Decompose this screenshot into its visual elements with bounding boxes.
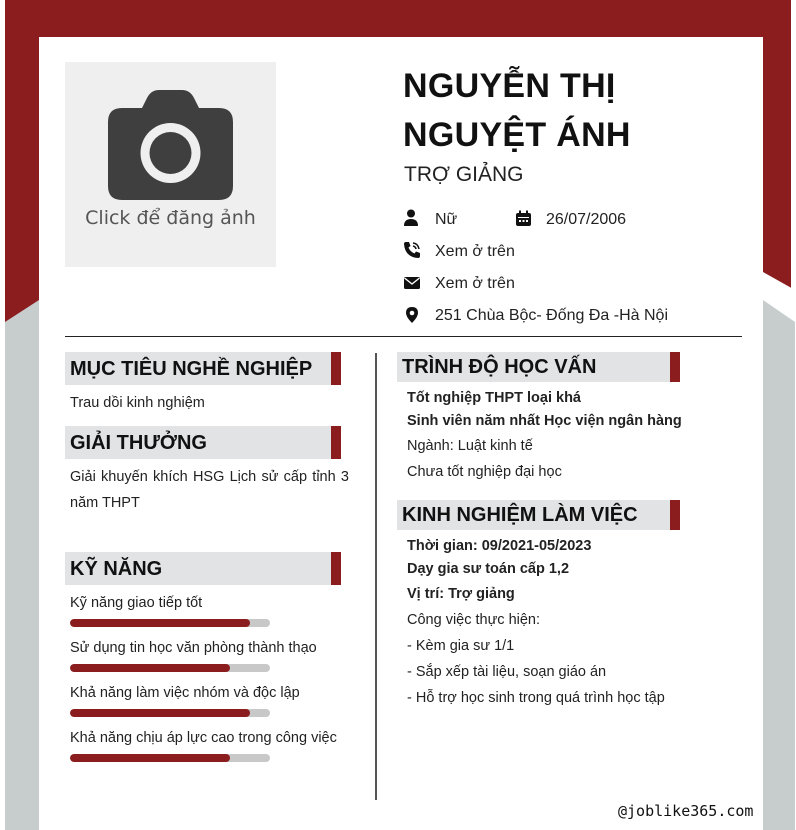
- gender-value: Nữ: [435, 211, 458, 228]
- job-title: TRỢ GIẢNG: [404, 163, 524, 186]
- education-line: Chưa tốt nghiệp đại học: [407, 464, 562, 480]
- address-value: 251 Chùa Bộc- Đống Đa -Hà Nội: [435, 307, 669, 324]
- candidate-name: [403, 62, 743, 160]
- email-value: Xem ở trên: [435, 275, 515, 292]
- envelope-icon: [403, 274, 421, 292]
- person-icon: [403, 209, 421, 227]
- skill-bar-fill: [70, 619, 250, 627]
- education-line: Tốt nghiệp THPT loại khá: [407, 390, 581, 406]
- skill-bar-track: [70, 619, 270, 627]
- education-heading: [397, 352, 680, 382]
- objective-text: Trau dồi kinh nghiệm: [70, 395, 205, 411]
- header-divider: [65, 336, 742, 337]
- experience-line: Vị trí: Trợ giảng: [407, 586, 515, 602]
- camera-icon: [107, 90, 234, 200]
- skill-bar-fill: [70, 709, 250, 717]
- skill-label: Khả năng chịu áp lực cao trong công việc: [70, 730, 337, 746]
- skill-bar-track: [70, 754, 270, 762]
- name-line-2: NGUYỆT ÁNH: [403, 116, 631, 154]
- awards-heading-text: GIẢI THƯỞNG: [70, 432, 207, 454]
- column-divider: [375, 353, 377, 800]
- experience-line: Công việc thực hiện:: [407, 612, 541, 628]
- education-line: Ngành: Luật kinh tế: [407, 438, 533, 454]
- calendar-icon: [515, 210, 533, 228]
- objective-heading-text: MỤC TIÊU NGHỀ NGHIỆP: [70, 358, 313, 380]
- heading-accent-bar: [670, 352, 680, 382]
- education-line: Sinh viên năm nhất Học viện ngân hàng: [407, 413, 682, 429]
- experience-line: Dạy gia sư toán cấp 1,2: [407, 561, 570, 577]
- experience-line: Thời gian: 09/2021-05/2023: [407, 538, 592, 554]
- birthdate-value: 26/07/2006: [546, 211, 627, 228]
- name-line-1: NGUYỄN THỊ: [403, 67, 616, 105]
- photo-upload-label: Click để đăng ảnh: [85, 207, 256, 229]
- phone-value: Xem ở trên: [435, 243, 515, 260]
- experience-line: - Hỗ trợ học sinh trong quá trình học tập: [407, 690, 665, 706]
- skill-label: Kỹ năng giao tiếp tốt: [70, 595, 203, 611]
- heading-accent-bar: [331, 426, 341, 459]
- location-pin-icon: [403, 306, 421, 324]
- objective-heading: [65, 352, 341, 385]
- heading-accent-bar: [331, 352, 341, 385]
- education-heading-text: TRÌNH ĐỘ HỌC VẤN: [402, 356, 597, 378]
- skill-bar-track: [70, 709, 270, 717]
- experience-line: - Sắp xếp tài liệu, soạn giáo án: [407, 664, 607, 680]
- awards-text: Giải khuyến khích HSG Lịch sử cấp tỉnh 3 năm THPT: [70, 469, 349, 511]
- experience-heading: [397, 500, 680, 530]
- awards-heading: [65, 426, 341, 459]
- photo-upload-area[interactable]: [65, 62, 276, 267]
- phone-icon: [403, 241, 421, 259]
- skill-label: Sử dụng tin học văn phòng thành thạo: [70, 640, 317, 656]
- experience-heading-text: KINH NGHIỆM LÀM VIỆC: [402, 504, 638, 526]
- skill-label: Khả năng làm việc nhóm và độc lập: [70, 685, 300, 701]
- skills-heading: [65, 552, 341, 585]
- experience-line: - Kèm gia sư 1/1: [407, 638, 515, 654]
- skill-bar-fill: [70, 664, 230, 672]
- heading-accent-bar: [331, 552, 341, 585]
- watermark: @joblike365.com: [618, 802, 754, 820]
- skills-heading-text: KỸ NĂNG: [70, 558, 163, 580]
- skill-bar-track: [70, 664, 270, 672]
- skill-bar-fill: [70, 754, 230, 762]
- heading-accent-bar: [670, 500, 680, 530]
